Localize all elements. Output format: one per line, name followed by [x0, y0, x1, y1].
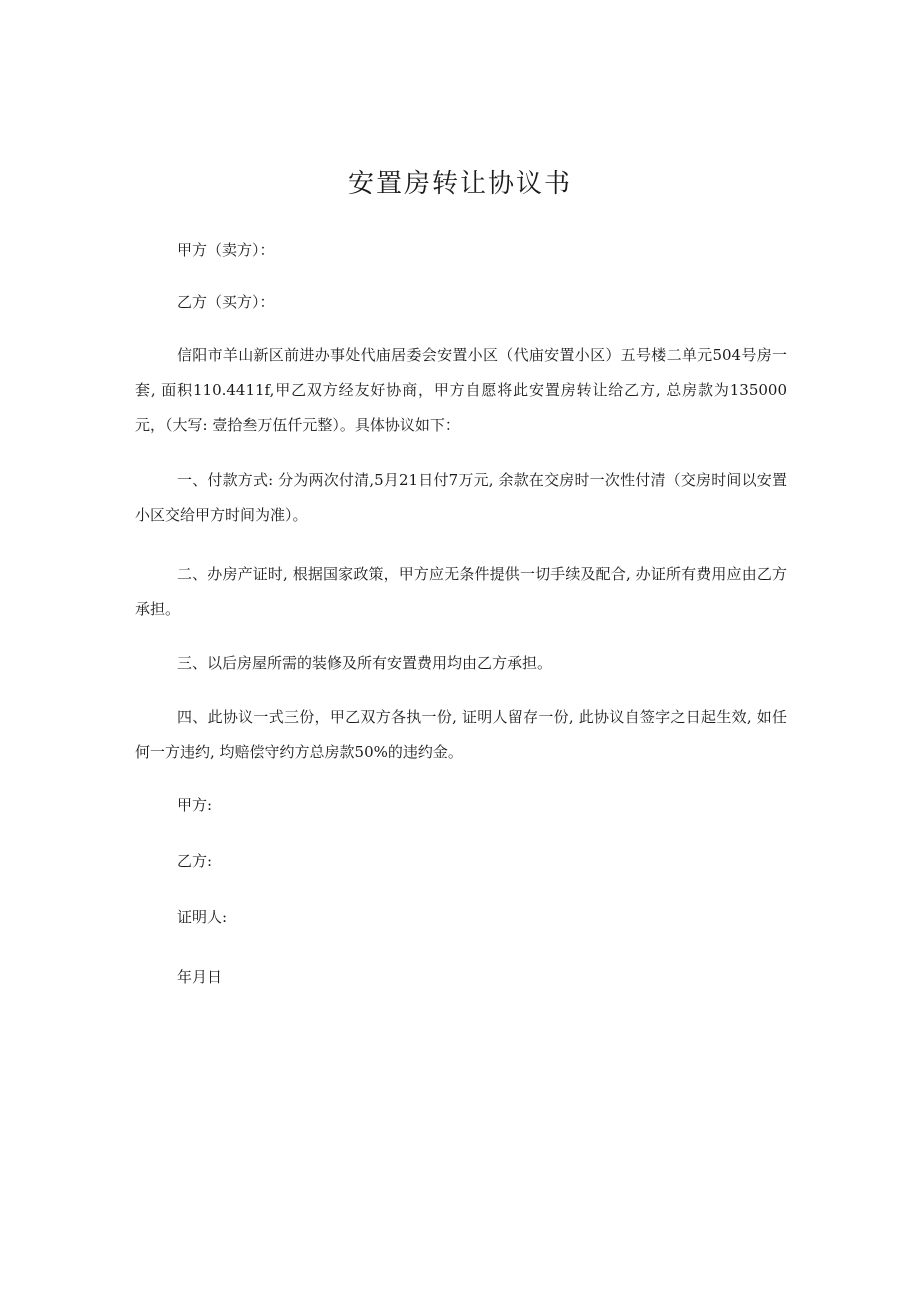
document-title: 安置房转让协议书 [347, 169, 572, 199]
clause-2: 二、办房产证时, 根据国家政策，甲方应无条件提供一切手续及配合, 办证所有费用应由乙方承担。 [135, 565, 787, 618]
party-b-label: 乙方（买方）： [177, 293, 275, 311]
signature-party-a: 甲方: [177, 796, 213, 814]
signature-party-b: 乙方: [177, 852, 213, 870]
signature-date: 年月日 [177, 968, 223, 986]
party-a-label: 甲方（卖方）： [177, 241, 275, 259]
intro-paragraph: 信阳市羊山新区前进办事处代庙居委会安置小区（代庙安置小区）五号楼二单元504号房一套, 面积110.4411f,甲乙双方经友好协商，甲方自愿将此安置房转让给乙方, 总房款为135000元，（大写: 壹拾叁万伍仟元整）。具体协议如下： [135, 346, 787, 434]
clause-3: 三、以后房屋所需的装修及所有安置费用均由乙方承担。 [177, 654, 553, 672]
signature-witness: 证明人: [177, 908, 228, 926]
clause-4: 四、此协议一式三份，甲乙双方各执一份, 证明人留存一份, 此协议自签字之日起生效, 如任何一方违约, 均赔偿守约方总房款50%的违约金。 [135, 708, 787, 761]
clause-1: 一、付款方式: 分为两次付清,5月21日付7万元, 余款在交房时一次性付清（交房时间以安置小区交给甲方时间为准）。 [135, 471, 787, 524]
